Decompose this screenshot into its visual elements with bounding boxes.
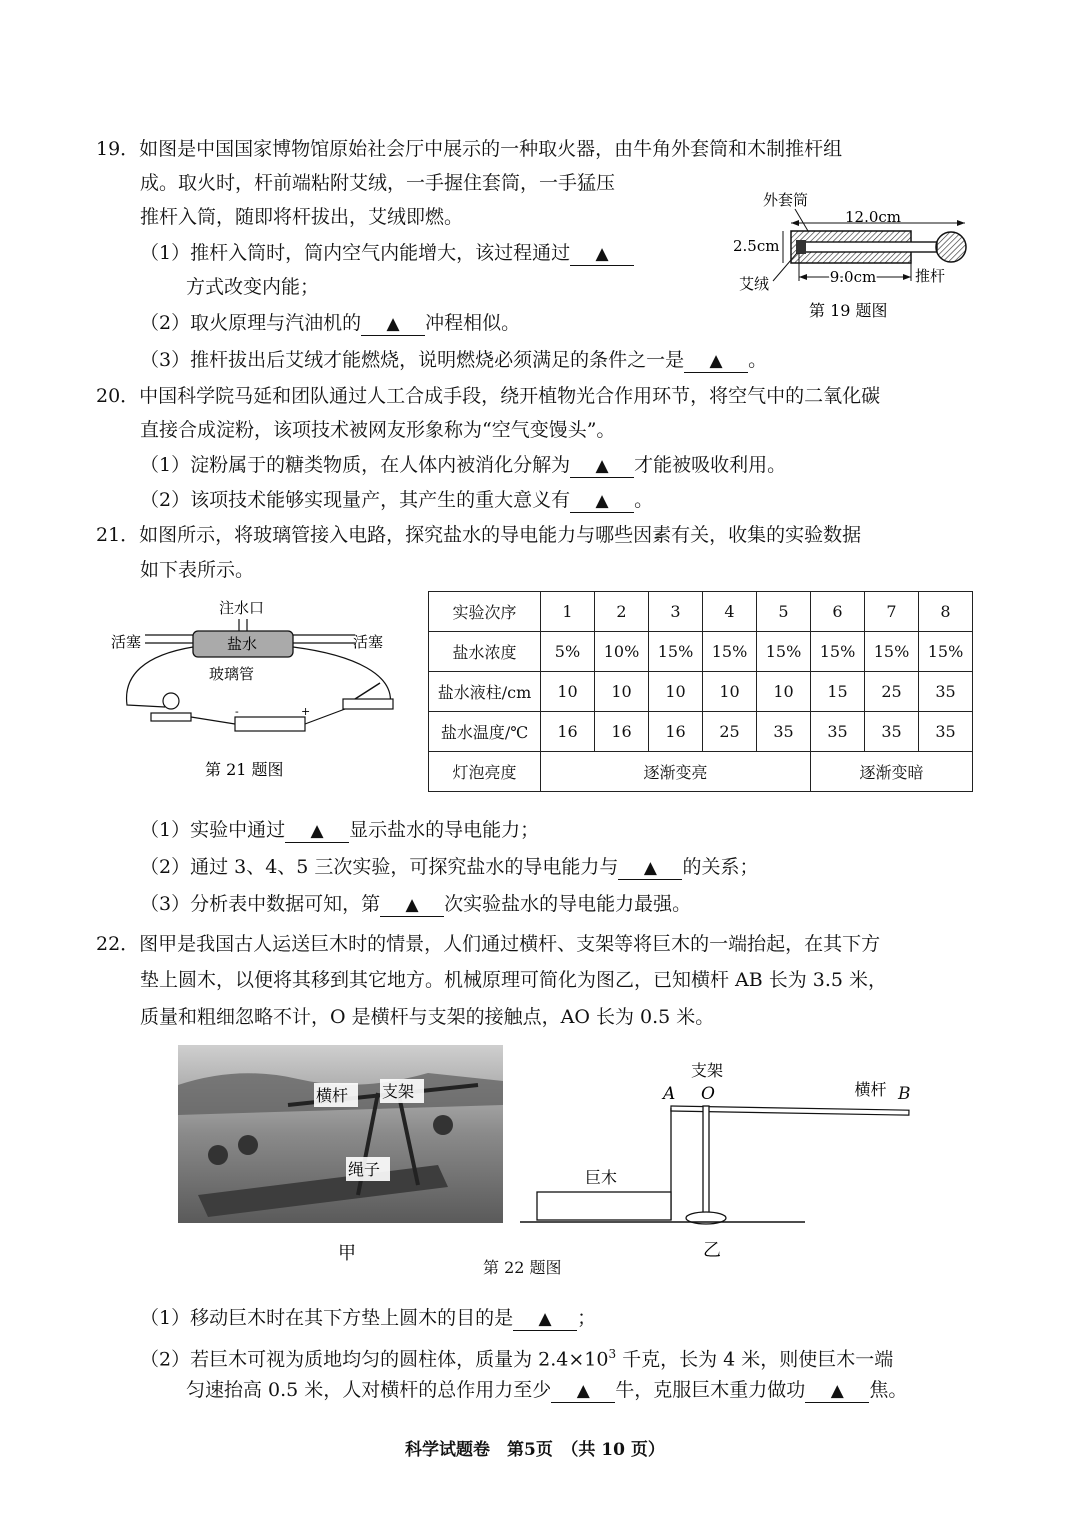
table-cell: 6 [811, 592, 865, 632]
table-cell: 15% [757, 632, 811, 672]
q20-blank-1[interactable]: ▲ [570, 454, 634, 478]
support-label: 支架 [382, 1082, 415, 1101]
table-cell: 35 [811, 712, 865, 752]
q21-part-2-text: （2）通过 3、4、5 三次实验，可探究盐水的导电能力与 [140, 856, 619, 878]
q22-blank-1[interactable]: ▲ [513, 1307, 577, 1331]
q19-part-2-text: （2）取火原理与汽油机的 [140, 312, 362, 334]
q20-line-1: 20．中国科学院马延和团队通过人工合成手段，绕开植物光合作用环节，将空气中的二氧化碳 [96, 385, 881, 407]
switch-icon [343, 699, 393, 709]
length-12-label: 12.0cm [844, 208, 902, 226]
q21-part-2 [140, 855, 758, 880]
rod-handle [936, 232, 966, 262]
lever-diagram [515, 1050, 887, 1265]
q21-part-1-text: （1）实验中通过 [140, 819, 286, 841]
q21-blank-3[interactable]: ▲ [380, 893, 444, 917]
q19-blank-3[interactable]: ▲ [684, 349, 748, 373]
arrow-right-icon [957, 220, 965, 226]
q22-line-1: 22．图甲是我国古人运送巨木时的情景，人们通过横杆、支架等将巨木的一端抬起，在其下方 [96, 933, 881, 955]
table-cell: 16 [595, 712, 649, 752]
q22-part-2-mid: 千克，长为 4 米，则使巨木一端 [616, 1348, 894, 1371]
header-brightness: 灯泡亮度 [429, 752, 541, 792]
fire-starter-figure [725, 185, 990, 325]
figure-jia-label: 甲 [338, 1243, 356, 1264]
q22-blank-2[interactable]: ▲ [551, 1379, 615, 1403]
table-row [429, 632, 973, 672]
q19-blank-2[interactable]: ▲ [361, 312, 425, 336]
q20-part-1-text: （1）淀粉属于的糖类物质，在人体内被消化分解为 [140, 454, 571, 476]
q20-part-2-tail: 。 [634, 489, 654, 511]
table-cell: 15% [703, 632, 757, 672]
table-cell: 15% [649, 632, 703, 672]
q22-part-2-cont [186, 1378, 907, 1403]
q22-line-3: 质量和粗细忽略不计，O 是横杆与支架的接触点，AO 长为 0.5 米。 [140, 1006, 715, 1028]
q21-part-3 [140, 892, 691, 917]
q22-part-1-text: （1）移动巨木时在其下方垫上圆木的目的是 [140, 1307, 514, 1329]
circuit-figure [105, 595, 405, 785]
table-cell: 3 [649, 592, 703, 632]
salt-water-label: 盐水 [227, 635, 258, 653]
point-o-label: O [701, 1084, 715, 1104]
q19-part-1-cont: 方式改变内能； [186, 276, 320, 298]
q19-part-3-tail: 。 [748, 349, 768, 371]
battery-minus: - [235, 705, 239, 718]
worker-icon [238, 1135, 258, 1155]
table-cell: 2 [595, 592, 649, 632]
giant-log-label: 巨木 [585, 1168, 618, 1187]
support-post [703, 1106, 709, 1218]
piston-left-label: 活塞 [111, 633, 142, 651]
q22-line-2: 垫上圆木，以便将其移到其它地方。机械原理可简化为图乙，已知横杆 AB 长为 3.5 米， [140, 969, 888, 991]
table-row [429, 752, 973, 792]
rod-label: 推杆 [915, 267, 946, 285]
brightness-decreasing: 逐渐变暗 [811, 752, 973, 792]
table-cell: 10 [703, 672, 757, 712]
q21-part-2-tail: 的关系； [682, 856, 759, 878]
q22-part-2-text: （2）若巨木可视为质地均匀的圆柱体，质量为 2.4×10 [140, 1348, 609, 1371]
q19-blank-1[interactable]: ▲ [570, 242, 634, 266]
table-cell: 4 [703, 592, 757, 632]
q19-line-1: 19．如图是中国国家博物馆原始社会厅中展示的一种取火器，由牛角外套筒和木制推杆组 [96, 138, 843, 160]
q19-line-2: 成。取火时，杆前端粘附艾绒，一手握住套筒，一手猛压 [140, 172, 616, 194]
length-9-label: 9.0cm [829, 268, 877, 286]
table-cell: 10% [595, 632, 649, 672]
q19-part-2-tail: 冲程相似。 [425, 312, 521, 334]
table-cell: 10 [541, 672, 595, 712]
worker-icon [208, 1145, 228, 1165]
q20-part-1 [140, 453, 786, 478]
outer-tube-label: 外套筒 [763, 191, 809, 209]
q21-line-2: 如下表所示。 [140, 559, 255, 581]
glass-tube-label: 玻璃管 [209, 665, 255, 683]
q19-part-3 [140, 348, 767, 373]
q20-line-2: 直接合成淀粉，该项技术被网友形象称为“空气变馒头”。 [140, 419, 616, 441]
q22-part-2-cont-mid: 牛，克服巨木重力做功 [615, 1379, 806, 1401]
q21-blank-2[interactable]: ▲ [618, 856, 682, 880]
point-b-label: B [898, 1084, 911, 1104]
q19-line-3: 推杆入筒，随即将杆拔出，艾绒即燃。 [140, 206, 464, 228]
table-cell: 25 [703, 712, 757, 752]
table-cell: 35 [757, 712, 811, 752]
table-cell: 8 [919, 592, 973, 632]
wire-right [293, 647, 390, 705]
q21-blank-1[interactable]: ▲ [285, 819, 349, 843]
q21-part-3-tail: 次实验盐水的导电能力最强。 [444, 893, 692, 915]
inlet-label: 注水口 [219, 599, 265, 617]
header-order: 实验次序 [429, 592, 541, 632]
switch-lever [355, 683, 380, 699]
q22-part-2-cont-text: 匀速抬高 0.5 米，人对横杆的总作用力至少 [186, 1379, 552, 1401]
support-label-2: 支架 [691, 1061, 724, 1080]
q19-part-3-text: （3）推杆拔出后艾绒才能燃烧，说明燃烧必须满足的条件之一是 [140, 349, 685, 371]
q21-figure-caption: 第 21 题图 [205, 760, 284, 779]
table-cell: 35 [865, 712, 919, 752]
push-rod [805, 242, 937, 252]
outer-tube-leader [795, 209, 808, 231]
q22-part-1-tail: ； [577, 1307, 597, 1329]
q20-blank-2[interactable]: ▲ [570, 489, 634, 513]
tinder [796, 240, 806, 254]
table-cell: 35 [919, 672, 973, 712]
arrow-right-icon [903, 274, 911, 280]
arrow-left-icon [791, 220, 799, 226]
table-cell: 15% [919, 632, 973, 672]
rope-label: 绳子 [348, 1160, 381, 1179]
giant-log-block [537, 1192, 671, 1220]
header-concentration: 盐水浓度 [429, 632, 541, 672]
q20-part-1-tail: 才能被吸收利用。 [634, 454, 787, 476]
q21-part-1-tail: 显示盐水的导电能力； [349, 819, 540, 841]
brightness-increasing: 逐渐变亮 [541, 752, 811, 792]
tinder-leader [773, 253, 797, 281]
bulb-icon [163, 693, 179, 709]
arrow-left-icon [799, 274, 807, 280]
q20-part-2 [140, 488, 653, 513]
table-cell: 15% [811, 632, 865, 672]
ancient-transport-figure [178, 1045, 503, 1275]
point-a-label: A [663, 1084, 676, 1104]
q20-part-2-text: （2）该项技术能够实现量产，其产生的重大意义有 [140, 489, 571, 511]
q22-part-2 [140, 1342, 893, 1371]
worker-icon [433, 1115, 453, 1135]
q21-part-3-text: （3）分析表中数据可知，第 [140, 893, 381, 915]
table-cell: 5% [541, 632, 595, 672]
diameter-label: 2.5cm [733, 237, 780, 255]
table-cell: 7 [865, 592, 919, 632]
table-cell: 1 [541, 592, 595, 632]
experiment-table [428, 591, 973, 792]
q19-figure-caption: 第 19 题图 [809, 301, 888, 320]
q22-blank-3[interactable]: ▲ [805, 1379, 869, 1403]
q22-figure-caption: 第 22 题图 [483, 1258, 562, 1277]
q21-line-1: 21．如图所示，将玻璃管接入电路，探究盐水的导电能力与哪些因素有关，收集的实验数据 [96, 524, 862, 546]
figure-yi-label: 乙 [703, 1240, 721, 1261]
table-cell: 35 [919, 712, 973, 752]
page-footer: 科学试题卷 第5页 （共 10 页） [405, 1440, 665, 1460]
exponent: 3 [608, 1347, 617, 1361]
table-cell: 15 [811, 672, 865, 712]
table-cell: 15% [865, 632, 919, 672]
wire-left [127, 647, 193, 707]
bulb-base [151, 713, 191, 721]
table-row [429, 712, 973, 752]
table-cell: 10 [649, 672, 703, 712]
table-row [429, 592, 973, 632]
q21-part-1 [140, 818, 539, 843]
table-cell: 16 [541, 712, 595, 752]
table-row [429, 672, 973, 712]
lever-label: 横杆 [316, 1086, 349, 1105]
table-cell: 25 [865, 672, 919, 712]
q19-part-1-text: （1）推杆入筒时，筒内空气内能增大，该过程通过 [140, 242, 571, 264]
q19-part-1 [140, 241, 634, 266]
table-cell: 5 [757, 592, 811, 632]
table-cell: 10 [757, 672, 811, 712]
header-temperature: 盐水温度/℃ [429, 712, 541, 752]
lever-label-2: 横杆 [854, 1080, 887, 1099]
q19-part-2 [140, 311, 520, 336]
table-cell: 16 [649, 712, 703, 752]
battery-plus: + [301, 705, 311, 718]
table-cell: 10 [595, 672, 649, 712]
q22-part-1 [140, 1306, 596, 1331]
header-column: 盐水液柱/cm [429, 672, 541, 712]
piston-right-label: 活塞 [353, 633, 384, 651]
battery-icon [235, 717, 305, 731]
tinder-label: 艾绒 [739, 275, 770, 293]
q22-part-2-cont-tail: 焦。 [869, 1379, 908, 1401]
